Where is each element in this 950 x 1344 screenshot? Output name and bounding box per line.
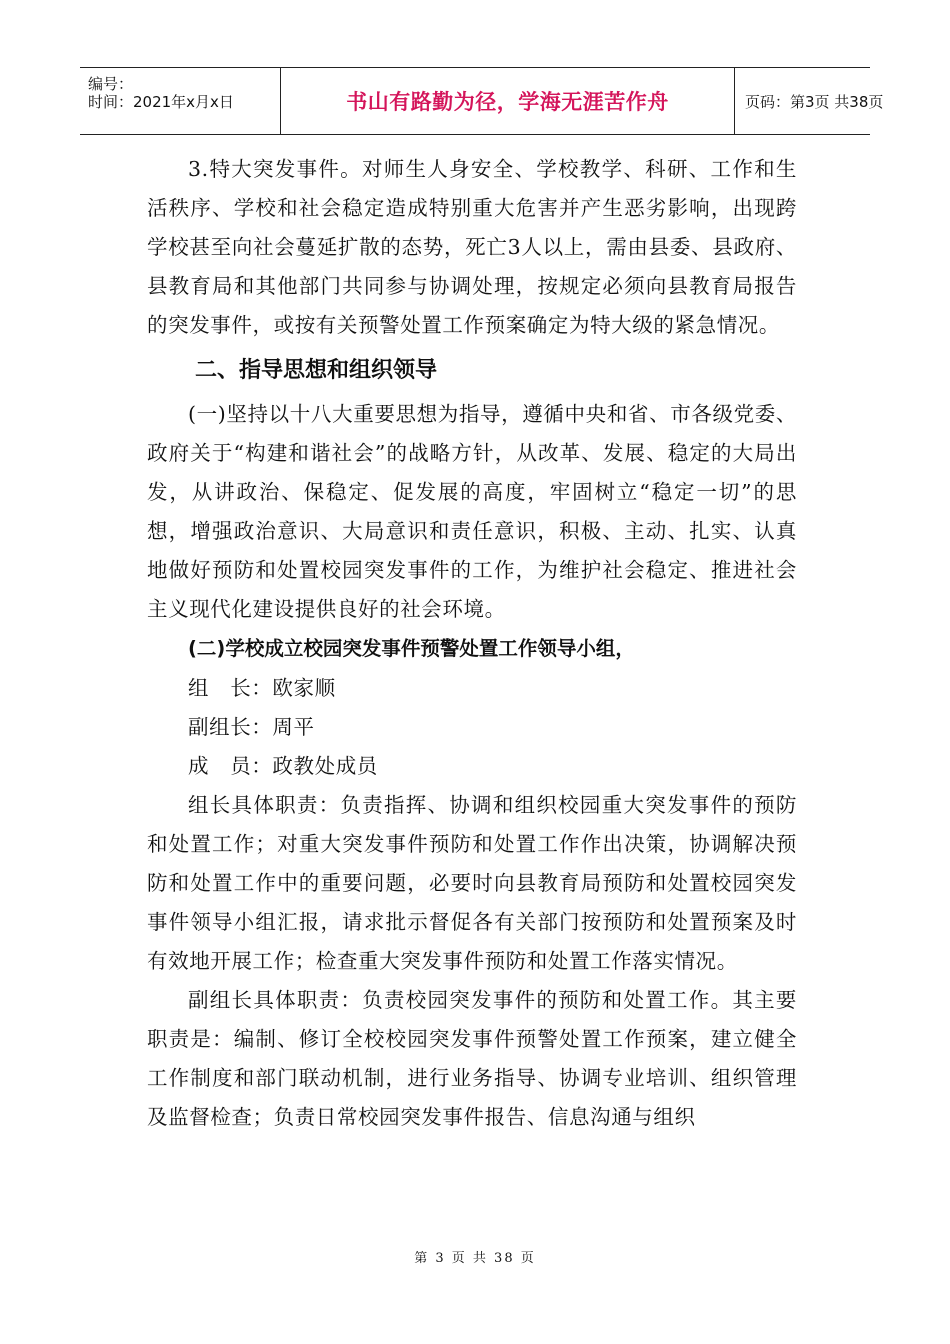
motto: 书山有路勤为径，学海无涯苦作舟 [346, 90, 669, 114]
header-meta [80, 68, 280, 134]
header-motto-cell [280, 68, 735, 134]
paragraph-deputy-duties: 副组长具体职责：负责校园突发事件的预防和处置工作。其主要职责是：编制、修订全校校园突发事件预警处置工作预案，建立健全工作制度和部门联动机制，进行业务指导、协调专业培训、组织管理及监督检查；负责日常校园突发事件报告、信息沟通与组织 [147, 988, 797, 1129]
page-header [80, 67, 884, 135]
section-heading: 二、指导思想和组织领导 [195, 358, 438, 383]
deputy-leader-line: 副组长：周平 [188, 715, 315, 739]
paragraph-special-emergency: 3.特大突发事件。对师生人身安全、学校教学、科研、工作和生活秩序、学校和社会稳定造成特别重大危害并产生恶劣影响，出现跨学校甚至向社会蔓延扩散的态势，死亡3人以上，需由县委、县政府、县教育局和其他部门共同参与协调处理，按规定必须向县教育局报告的突发事件，或按有关预警处置工作预案确定为特大级的紧急情况。 [147, 157, 797, 337]
members-line: 成 员：政教处成员 [188, 754, 378, 778]
time-label: 时间：2021年x月x日 [88, 93, 234, 111]
document-body [147, 150, 797, 1137]
paragraph-leader-duties: 组长具体职责：负责指挥、协调和组织校园重大突发事件的预防和处置工作；对重大突发事件预防和处置工作作出决策，协调解决预防和处置工作中的重要问题，必要时向县教育局预防和处置校园突发事件领导小组汇报，请求批示督促各有关部门按预防和处置预案及时有效地开展工作；检查重大突发事件预防和处置工作落实情况。 [147, 793, 797, 973]
paragraph-guiding-ideology: (一)坚持以十八大重要思想为指导，遵循中央和省、市各级党委、政府关于“构建和谐社会”的战略方针，从改革、发展、稳定的大局出发，从讲政治、保稳定、促发展的高度，牢固树立“稳定一切”的思想，增强政治意识、大局意识和责任意识，积极、主动、扎实、认真地做好预防和处置校园突发事件的工作，为维护社会稳定、推进社会主义现代化建设提供良好的社会环境。 [147, 402, 797, 621]
number-label: 编号： [88, 75, 134, 93]
leader-line: 组 长：欧家顺 [188, 676, 336, 700]
header-page-info: 页码：第3页 共38页 [745, 92, 884, 111]
subsection-heading: (二)学校成立校园突发事件预警处置工作领导小组， [188, 637, 635, 660]
page-footer: 第 3 页 共 38 页 [414, 1251, 536, 1266]
